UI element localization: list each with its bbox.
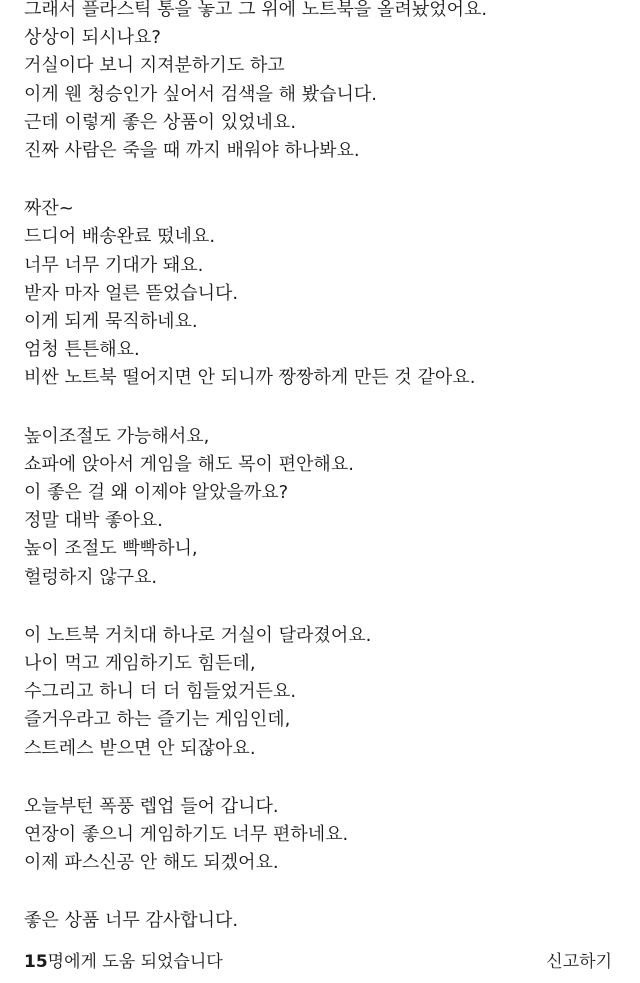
review-line: 수그리고 하니 더 더 힘들었거든요. — [24, 681, 297, 703]
review-line: 그래서 플라스틱 통을 놓고 그 위에 노트북을 올려놨었어요. — [24, 0, 488, 20]
review-paragraph — [24, 622, 624, 763]
review-line: 진짜 사람은 죽을 때 까지 배워야 하나봐요. — [24, 140, 360, 162]
review-line: 받자 마자 얼른 뜯었습니다. — [24, 282, 239, 304]
review-line: 이게 되게 묵직하네요. — [24, 311, 198, 333]
review-line: 비싼 노트북 떨어지면 안 되니까 짱짱하게 만든 것 같아요. — [24, 367, 476, 389]
review-paragraph — [24, 793, 624, 878]
review-line: 높이조절도 가능해서요, — [24, 425, 210, 447]
review-paragraph — [24, 195, 624, 392]
review-paragraph — [24, 0, 624, 165]
review-line: 쇼파에 앉아서 게임을 해도 목이 편안해요. — [24, 453, 354, 475]
review-body — [24, 0, 624, 936]
review-line: 드디어 배송완료 떴네요. — [24, 226, 216, 248]
helpful-count-text — [24, 947, 223, 972]
review-line: 즐거우라고 하는 즐기는 게임인데, — [24, 709, 291, 731]
review-paragraph — [24, 423, 624, 592]
helpful-count: 15 — [24, 951, 48, 972]
review-line: 정말 대박 좋아요. — [24, 510, 163, 532]
review-line: 나이 먹고 게임하기도 힘든데, — [24, 653, 256, 675]
helpful-suffix: 명에게 도움 되었습니다 — [47, 951, 223, 972]
review-line: 근데 이렇게 좋은 상품이 있었네요. — [24, 111, 297, 133]
review-line: 이제 파스신공 안 해도 되겠어요. — [24, 852, 279, 874]
report-button[interactable]: 신고하기 — [546, 951, 612, 972]
review-line: 이게 웬 청승인가 싶어서 검색을 해 봤습니다. — [24, 83, 378, 105]
review-line: 좋은 상품 너무 감사합니다. — [24, 910, 239, 932]
review-line: 상상이 되시나요? — [24, 27, 161, 49]
review-line: 이 좋은 걸 왜 이제야 알았을까요? — [24, 482, 289, 504]
review-line: 스트레스 받으면 안 되잖아요. — [24, 737, 256, 759]
review-line: 오늘부턴 폭풍 렙업 들어 갑니다. — [24, 795, 279, 817]
review-line: 짜잔~ — [24, 198, 74, 220]
review-line: 연장이 좋으니 게임하기도 너무 편하네요. — [24, 824, 349, 846]
review-footer — [24, 944, 612, 974]
review-paragraph — [24, 907, 624, 935]
review-line: 높이 조절도 빡빡하니, — [24, 538, 198, 560]
review-line: 헐렁하지 않구요. — [24, 566, 158, 588]
review-line: 엄청 튼튼해요. — [24, 339, 140, 361]
review-line: 이 노트북 거치대 하나로 거실이 달라졌어요. — [24, 624, 372, 646]
review-line: 거실이다 보니 지져분하기도 하고 — [24, 55, 285, 77]
review-line: 너무 너무 기대가 돼요. — [24, 254, 204, 276]
